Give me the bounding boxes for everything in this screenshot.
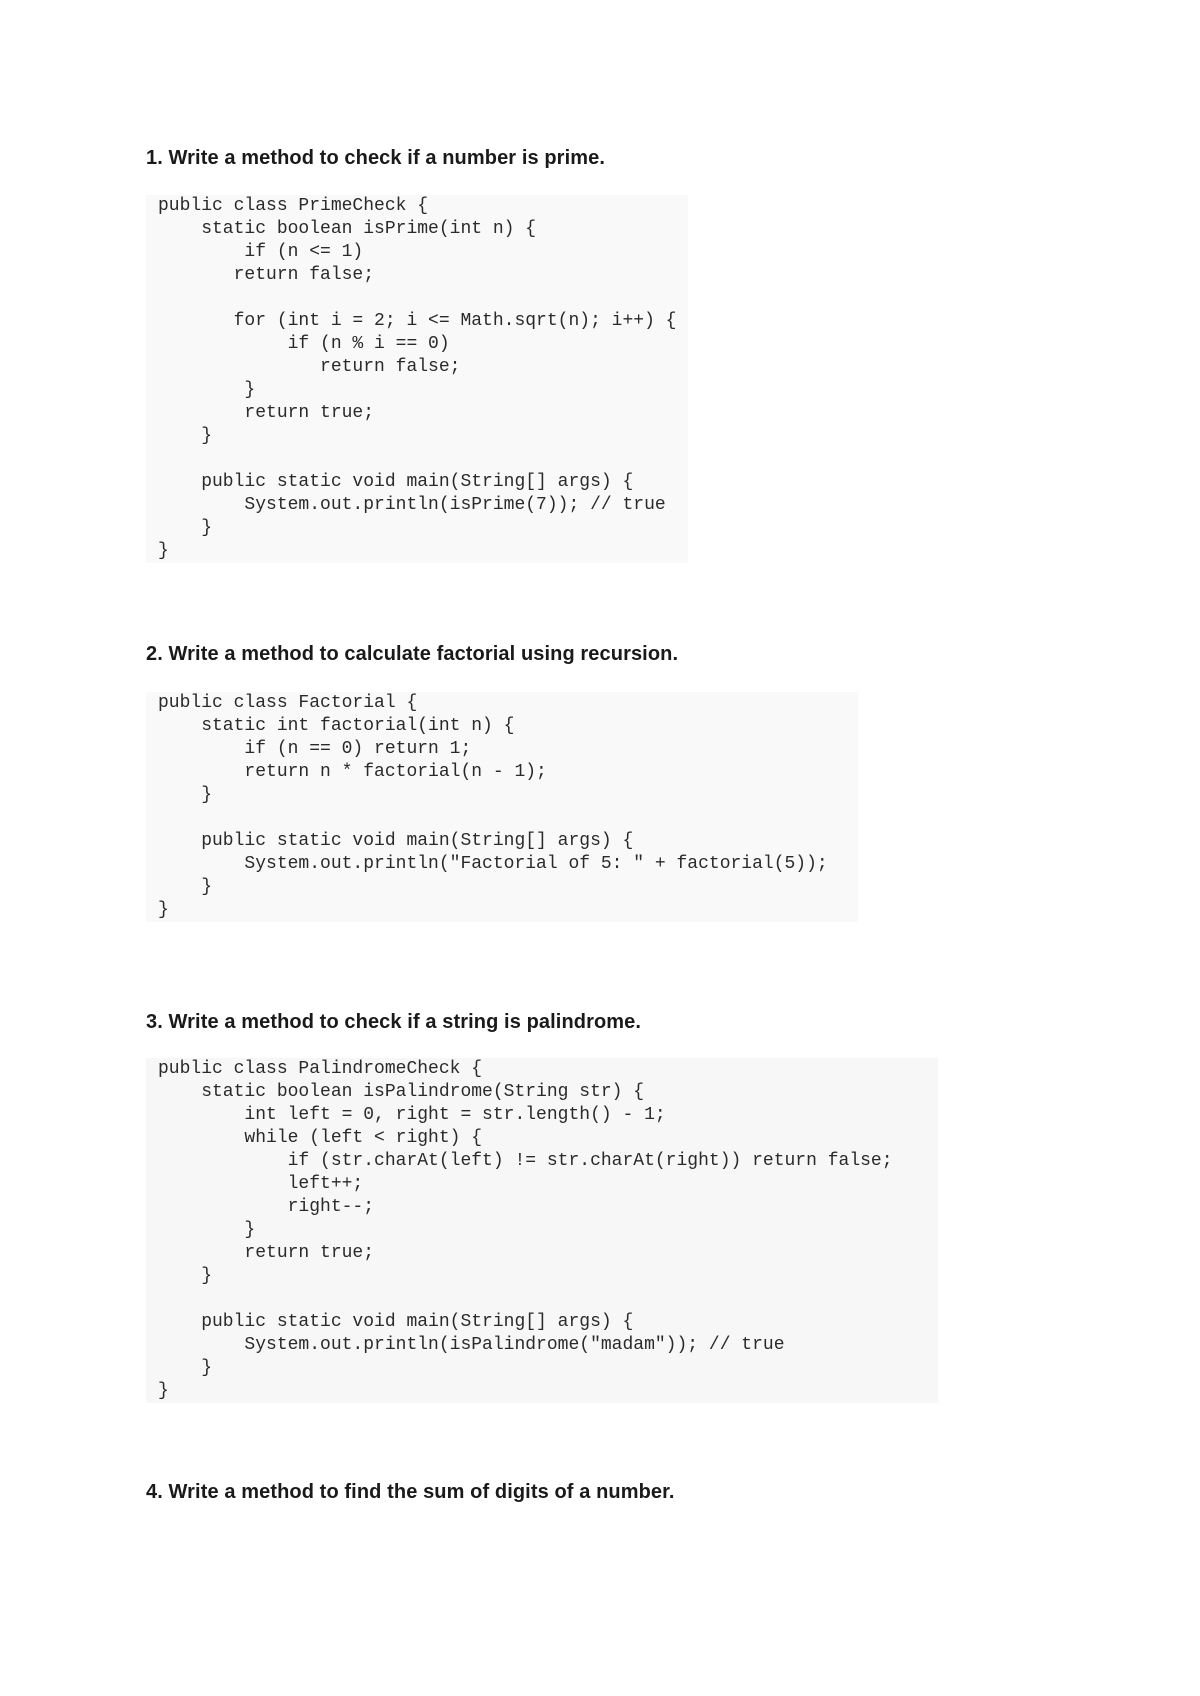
code-line: if (n % i == 0) bbox=[158, 334, 450, 354]
code-line: public static void main(String[] args) { bbox=[158, 831, 634, 851]
code-line: public class PalindromeCheck { bbox=[158, 1059, 483, 1079]
question-4-title: 4. Write a method to find the sum of digits of a number. bbox=[146, 1481, 675, 1503]
code-line: int left = 0, right = str.length() - 1; bbox=[158, 1105, 666, 1125]
code-line: if (n == 0) return 1; bbox=[158, 739, 472, 759]
code-line: } bbox=[158, 1381, 169, 1401]
code-line: return n * factorial(n - 1); bbox=[158, 762, 547, 782]
code-line: } bbox=[158, 877, 213, 897]
code-line: } bbox=[158, 1220, 256, 1240]
code-line: static boolean isPalindrome(String str) { bbox=[158, 1082, 645, 1102]
question-1-title: 1. Write a method to check if a number is prime. bbox=[146, 147, 605, 169]
code-line: public static void main(String[] args) { bbox=[158, 472, 634, 492]
question-3-title: 3. Write a method to check if a string is palindrome. bbox=[146, 1011, 642, 1033]
code-line: } bbox=[158, 541, 169, 561]
code-line: public class Factorial { bbox=[158, 693, 418, 713]
code-line: return false; bbox=[158, 357, 461, 377]
code-line: } bbox=[158, 426, 213, 446]
code-line: public static void main(String[] args) { bbox=[158, 1312, 634, 1332]
code-line: if (n <= 1) bbox=[158, 242, 364, 262]
code-line: if (str.charAt(left) != str.charAt(right)) return false; bbox=[158, 1151, 893, 1171]
code-line bbox=[158, 287, 688, 310]
code-line: for (int i = 2; i <= Math.sqrt(n); i++) { bbox=[158, 311, 677, 331]
code-line: public class PrimeCheck { bbox=[158, 196, 429, 216]
code-line: } bbox=[158, 380, 256, 400]
code-line bbox=[158, 807, 858, 830]
question-2-title: 2. Write a method to calculate factorial using recursion. bbox=[146, 643, 679, 665]
code-line: return true; bbox=[158, 403, 375, 423]
code-line: System.out.println(isPalindrome("madam")); // true bbox=[158, 1335, 785, 1355]
code-line: } bbox=[158, 518, 213, 538]
code-line bbox=[158, 1288, 938, 1311]
code-line: System.out.println("Factorial of 5: " + factorial(5)); bbox=[158, 854, 828, 874]
code-line: } bbox=[158, 1266, 213, 1286]
code-line: return true; bbox=[158, 1243, 375, 1263]
code-line: static int factorial(int n) { bbox=[158, 716, 515, 736]
code-block-palindrome-check bbox=[146, 1058, 938, 1403]
code-line: } bbox=[158, 900, 169, 920]
code-block-factorial bbox=[146, 692, 858, 922]
code-line: while (left < right) { bbox=[158, 1128, 483, 1148]
code-line: return false; bbox=[158, 265, 375, 285]
code-line: right--; bbox=[158, 1197, 375, 1217]
code-line bbox=[158, 448, 688, 471]
code-line: } bbox=[158, 785, 213, 805]
code-line: static boolean isPrime(int n) { bbox=[158, 219, 537, 239]
code-line: left++; bbox=[158, 1174, 364, 1194]
code-line: System.out.println(isPrime(7)); // true bbox=[158, 495, 666, 515]
code-line: } bbox=[158, 1358, 213, 1378]
code-block-prime-check bbox=[146, 195, 688, 563]
